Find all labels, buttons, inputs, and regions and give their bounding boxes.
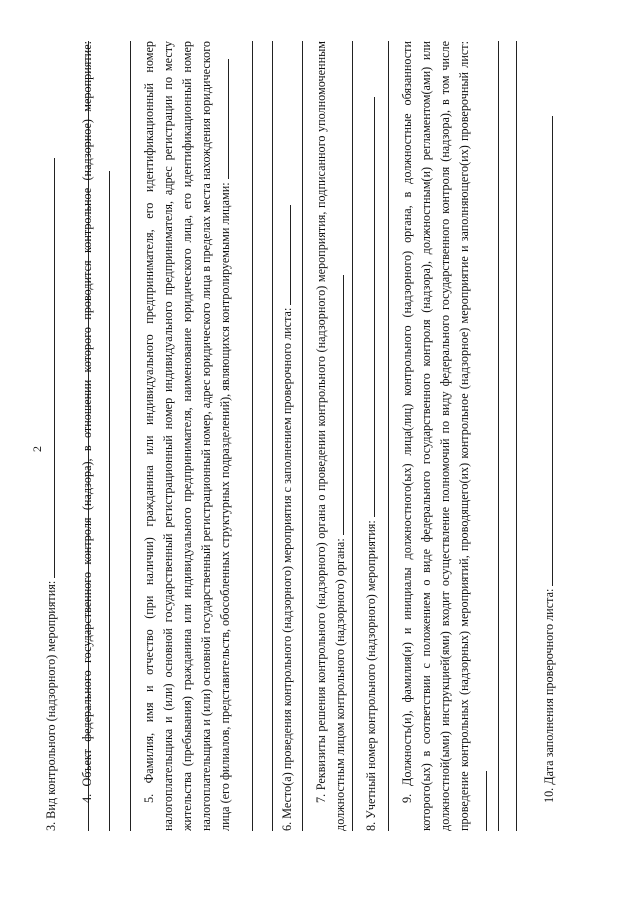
- item-7: [312, 41, 350, 831]
- item-6: [278, 41, 297, 831]
- item-9: [398, 41, 493, 831]
- page-number: 2: [30, 446, 44, 452]
- item-9-blank-line: [475, 771, 487, 831]
- item-5-blank-line: [217, 59, 229, 179]
- item-6-blank-line: [279, 205, 291, 305]
- item-4-text: 4. Объект федерального государственного контроля (надзора), в отношении которого проводится контрольное (надзорное) мероприятие:: [80, 41, 94, 803]
- item-5: [140, 41, 235, 831]
- item-9-text: 9. Должность(и), фамилия(и) и инициалы должностного(ых) лица(лиц) контрольного (надзорного) органа, в должностные обязанности которого(ых) в соответствии с положением о виде федерального государственного контроля (надзора), должностным(и) регламентом(ами) или должностной(ыми) инструкцией(ями) входит осуществление полномочий по виду федерального государственного контроля (надзора), в том числе проведение контрольных (надзорных) мероприятий, проводящего(их) контрольное (надзорное) мероприятие и заполняющего(их) проверочный лист:: [400, 41, 471, 831]
- divider: [252, 41, 253, 831]
- item-8: [362, 41, 381, 831]
- divider: [498, 41, 499, 831]
- divider: [516, 41, 517, 831]
- item-10: [540, 41, 559, 831]
- item-8-blank-line: [363, 97, 375, 517]
- divider: [130, 41, 131, 831]
- item-7-blank-line: [332, 275, 344, 535]
- divider: [352, 41, 353, 831]
- divider: [388, 41, 389, 831]
- item-8-text: 8. Учетный номер контрольного (надзорного) мероприятия:: [364, 520, 378, 831]
- item-5-text: 5. Фамилия, имя и отчество (при наличии) гражданина или индивидуального предпринимателя, его идентификационный номер налогоплательщика и (или) основной государственный регистрационный номер индивидуального предпринимателя, адрес регистрации по месту жительства (пребывания) гражданина или индивидуального предпринимателя, наименование юридического лица, его идентификационный номер налогоплательщика и (или) основной государственный регистрационный номер, адрес юридического лица в пределах места нахождения юридического лица (его филиалов, представительств, обособленных структурных подразделений), являющихся контролируемыми лицами:: [142, 41, 232, 831]
- item-7-text: 7. Реквизиты решения контрольного (надзорного) органа о проведении контрольного (надзорного) мероприятия, подписанного уполномоченным должностным лицом контрольного (надзорного) органа:: [314, 41, 347, 831]
- item-3: [42, 41, 61, 831]
- item-6-text: 6. Место(а) проведения контрольного (надзорного) мероприятия с заполнением проверочного листа:: [280, 307, 294, 831]
- divider: [272, 41, 273, 831]
- item-3-text: 3. Вид контрольного (надзорного) мероприятия:: [44, 580, 58, 831]
- divider: [302, 41, 303, 831]
- item-3-blank-line: [43, 158, 55, 578]
- item-10-text: 10. Дата заполнения проверочного листа:: [542, 588, 556, 803]
- item-10-blank-line: [541, 116, 553, 586]
- item-4-blank-line: [98, 171, 110, 831]
- item-4: [78, 41, 116, 831]
